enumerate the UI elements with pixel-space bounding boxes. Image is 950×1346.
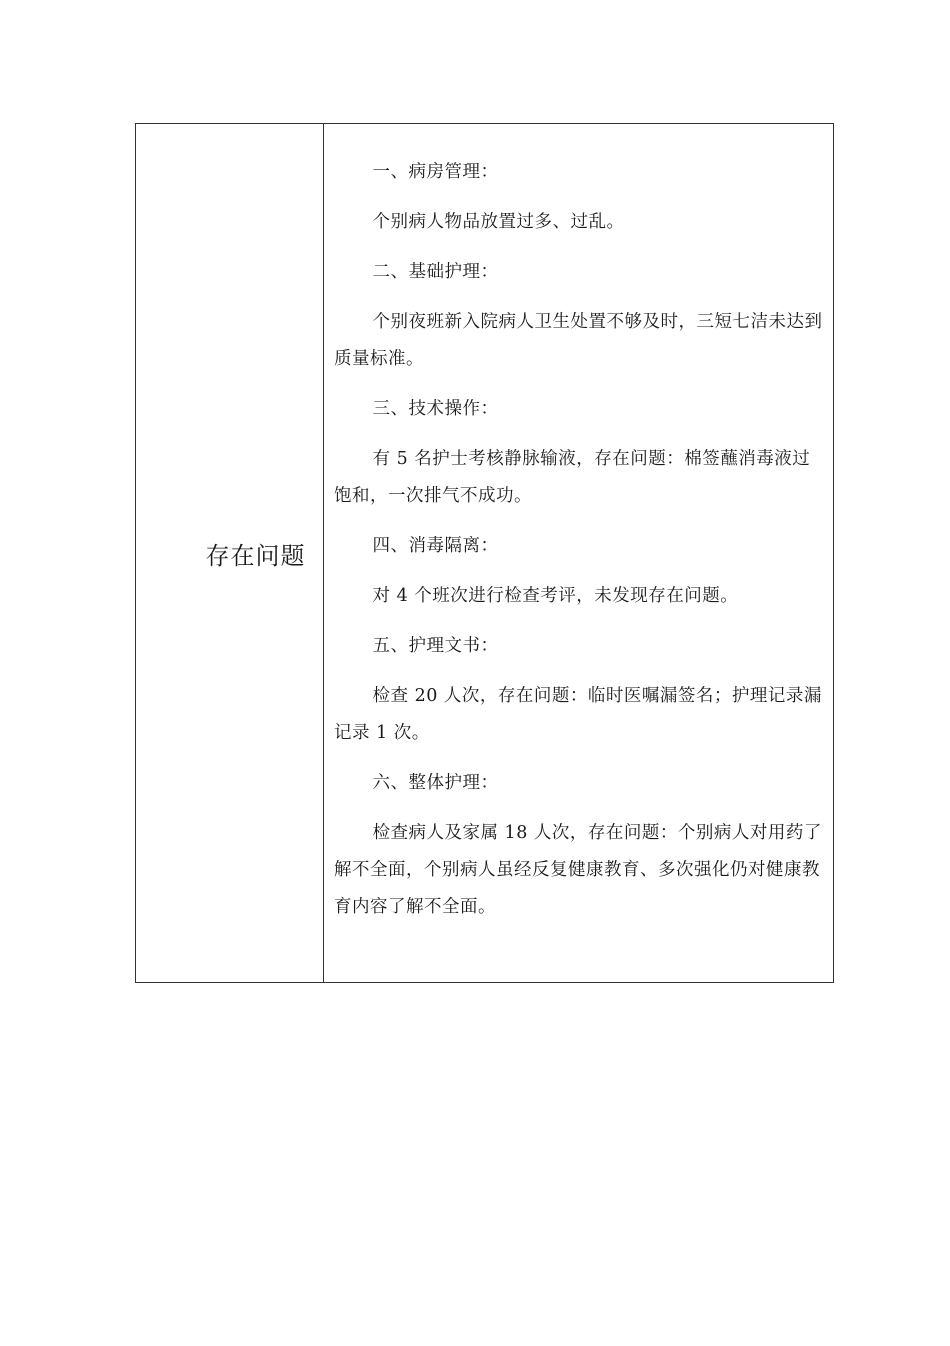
section-body-disinfection-isolation: 对 4 个班次进行检查考评，未发现存在问题。 (372, 586, 739, 606)
row-label-cell (136, 124, 324, 982)
section-heading-technical-operation: 三、技术操作： (372, 399, 499, 419)
section-heading-ward-management: 一、病房管理： (372, 162, 499, 182)
content-cell (324, 124, 833, 982)
section-heading-nursing-documents: 五、护理文书： (372, 636, 499, 656)
section-heading-disinfection-isolation: 四、消毒隔离： (372, 536, 499, 556)
section-heading-holistic-care: 六、整体护理： (372, 773, 499, 793)
section-heading-basic-care: 二、基础护理： (372, 262, 499, 282)
problems-table (135, 123, 834, 983)
section-body-nursing-documents: 检查 20 人次，存在问题：临时医嘱漏签名；护理记录漏记录 1 次。 (334, 686, 822, 743)
section-body-ward-management: 个别病人物品放置过多、过乱。 (372, 212, 625, 232)
row-label: 存在问题 (205, 541, 306, 570)
section-body-technical-operation: 有 5 名护士考核静脉输液，存在问题：棉签蘸消毒液过饱和，一次排气不成功。 (334, 449, 811, 506)
section-body-basic-care: 个别夜班新入院病人卫生处置不够及时，三短七洁未达到质量标准。 (334, 312, 823, 369)
section-body-holistic-care: 检查病人及家属 18 人次，存在问题：个别病人对用药了解不全面，个别病人虽经反复健康教育、多次强化仍对健康教育内容了解不全面。 (334, 823, 822, 917)
